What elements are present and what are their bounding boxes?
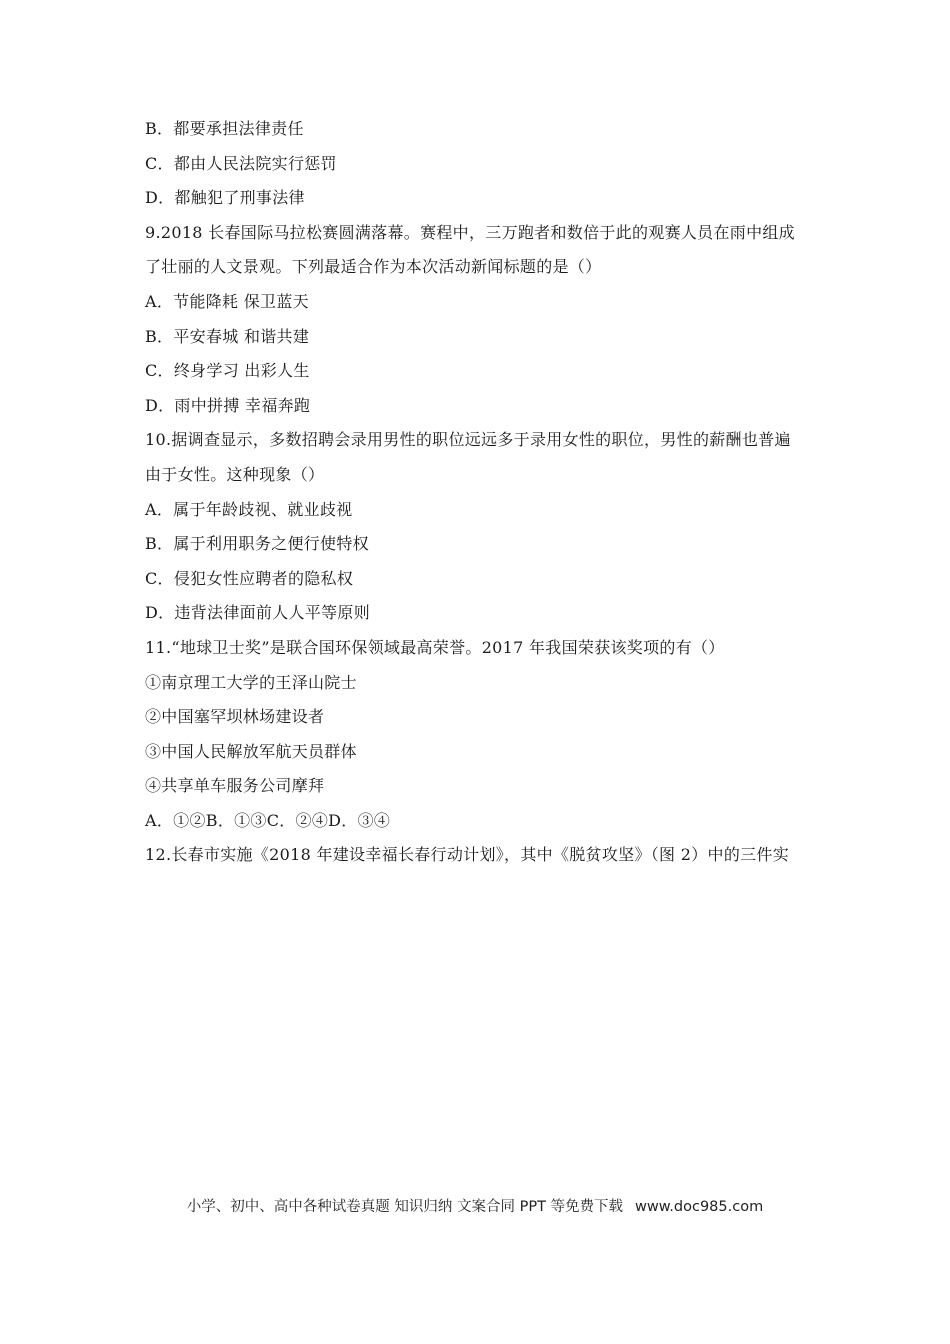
q11-item-4: ④共享单车服务公司摩拜 bbox=[145, 776, 325, 796]
option-a-q10: A．属于年龄歧视、就业歧视 bbox=[145, 499, 353, 519]
option-a-q9: A．节能降耗 保卫蓝天 bbox=[145, 291, 309, 311]
document-body bbox=[145, 116, 825, 877]
page-footer bbox=[0, 1195, 950, 1216]
question-11: 11.“地球卫士奖”是联合国环保领域最高荣誉。2017 年我国荣获该奖项的有（） bbox=[145, 637, 725, 657]
q11-item-1: ①南京理工大学的王泽山院士 bbox=[145, 672, 357, 692]
q11-item-3: ③中国人民解放军航天员群体 bbox=[145, 741, 357, 761]
option-d-q8: D．都触犯了刑事法律 bbox=[145, 188, 305, 208]
option-c-q10: C．侵犯女性应聘者的隐私权 bbox=[145, 568, 354, 588]
option-c-q8: C．都由人民法院实行惩罚 bbox=[145, 153, 337, 173]
option-b-q8: B．都要承担法律责任 bbox=[145, 119, 304, 138]
question-10-line-2: 由于女性。这种现象（） bbox=[145, 464, 325, 484]
question-9-line-1: 9.2018 长春国际马拉松赛圆满落幕。赛程中，三万跑者和数倍于此的观赛人员在雨中组成 bbox=[145, 222, 795, 242]
question-12-line-1: 12.长春市实施《2018 年建设幸福长春行动计划》，其中《脱贫攻坚》（图 2）中的三件实 bbox=[145, 845, 790, 865]
option-c-q9: C．终身学习 出彩人生 bbox=[145, 361, 310, 381]
option-b-q10: B．属于利用职务之便行使特权 bbox=[145, 534, 369, 554]
option-d-q9: D．雨中拼搏 幸福奔跑 bbox=[145, 395, 311, 415]
question-10-line-1: 10.据调查显示，多数招聘会录用男性的职位远远多于录用女性的职位，男性的薪酬也普遍 bbox=[145, 430, 791, 450]
question-9-line-2: 了壮丽的人文景观。下列最适合作为本次活动新闻标题的是（） bbox=[145, 257, 602, 277]
option-b-q9: B．平安春城 和谐共建 bbox=[145, 326, 310, 346]
option-d-q10: D．违背法律面前人人平等原则 bbox=[145, 603, 371, 623]
q11-options: A．①②B．①③C．②④D．③④ bbox=[145, 810, 391, 830]
q11-item-2: ②中国塞罕坝林场建设者 bbox=[145, 707, 325, 727]
footer-site-link[interactable]: www.doc985.com bbox=[635, 1199, 764, 1215]
footer-text: 小学、初中、高中各种试卷真题 知识归纳 文案合同 PPT 等免费下载 bbox=[186, 1199, 624, 1215]
